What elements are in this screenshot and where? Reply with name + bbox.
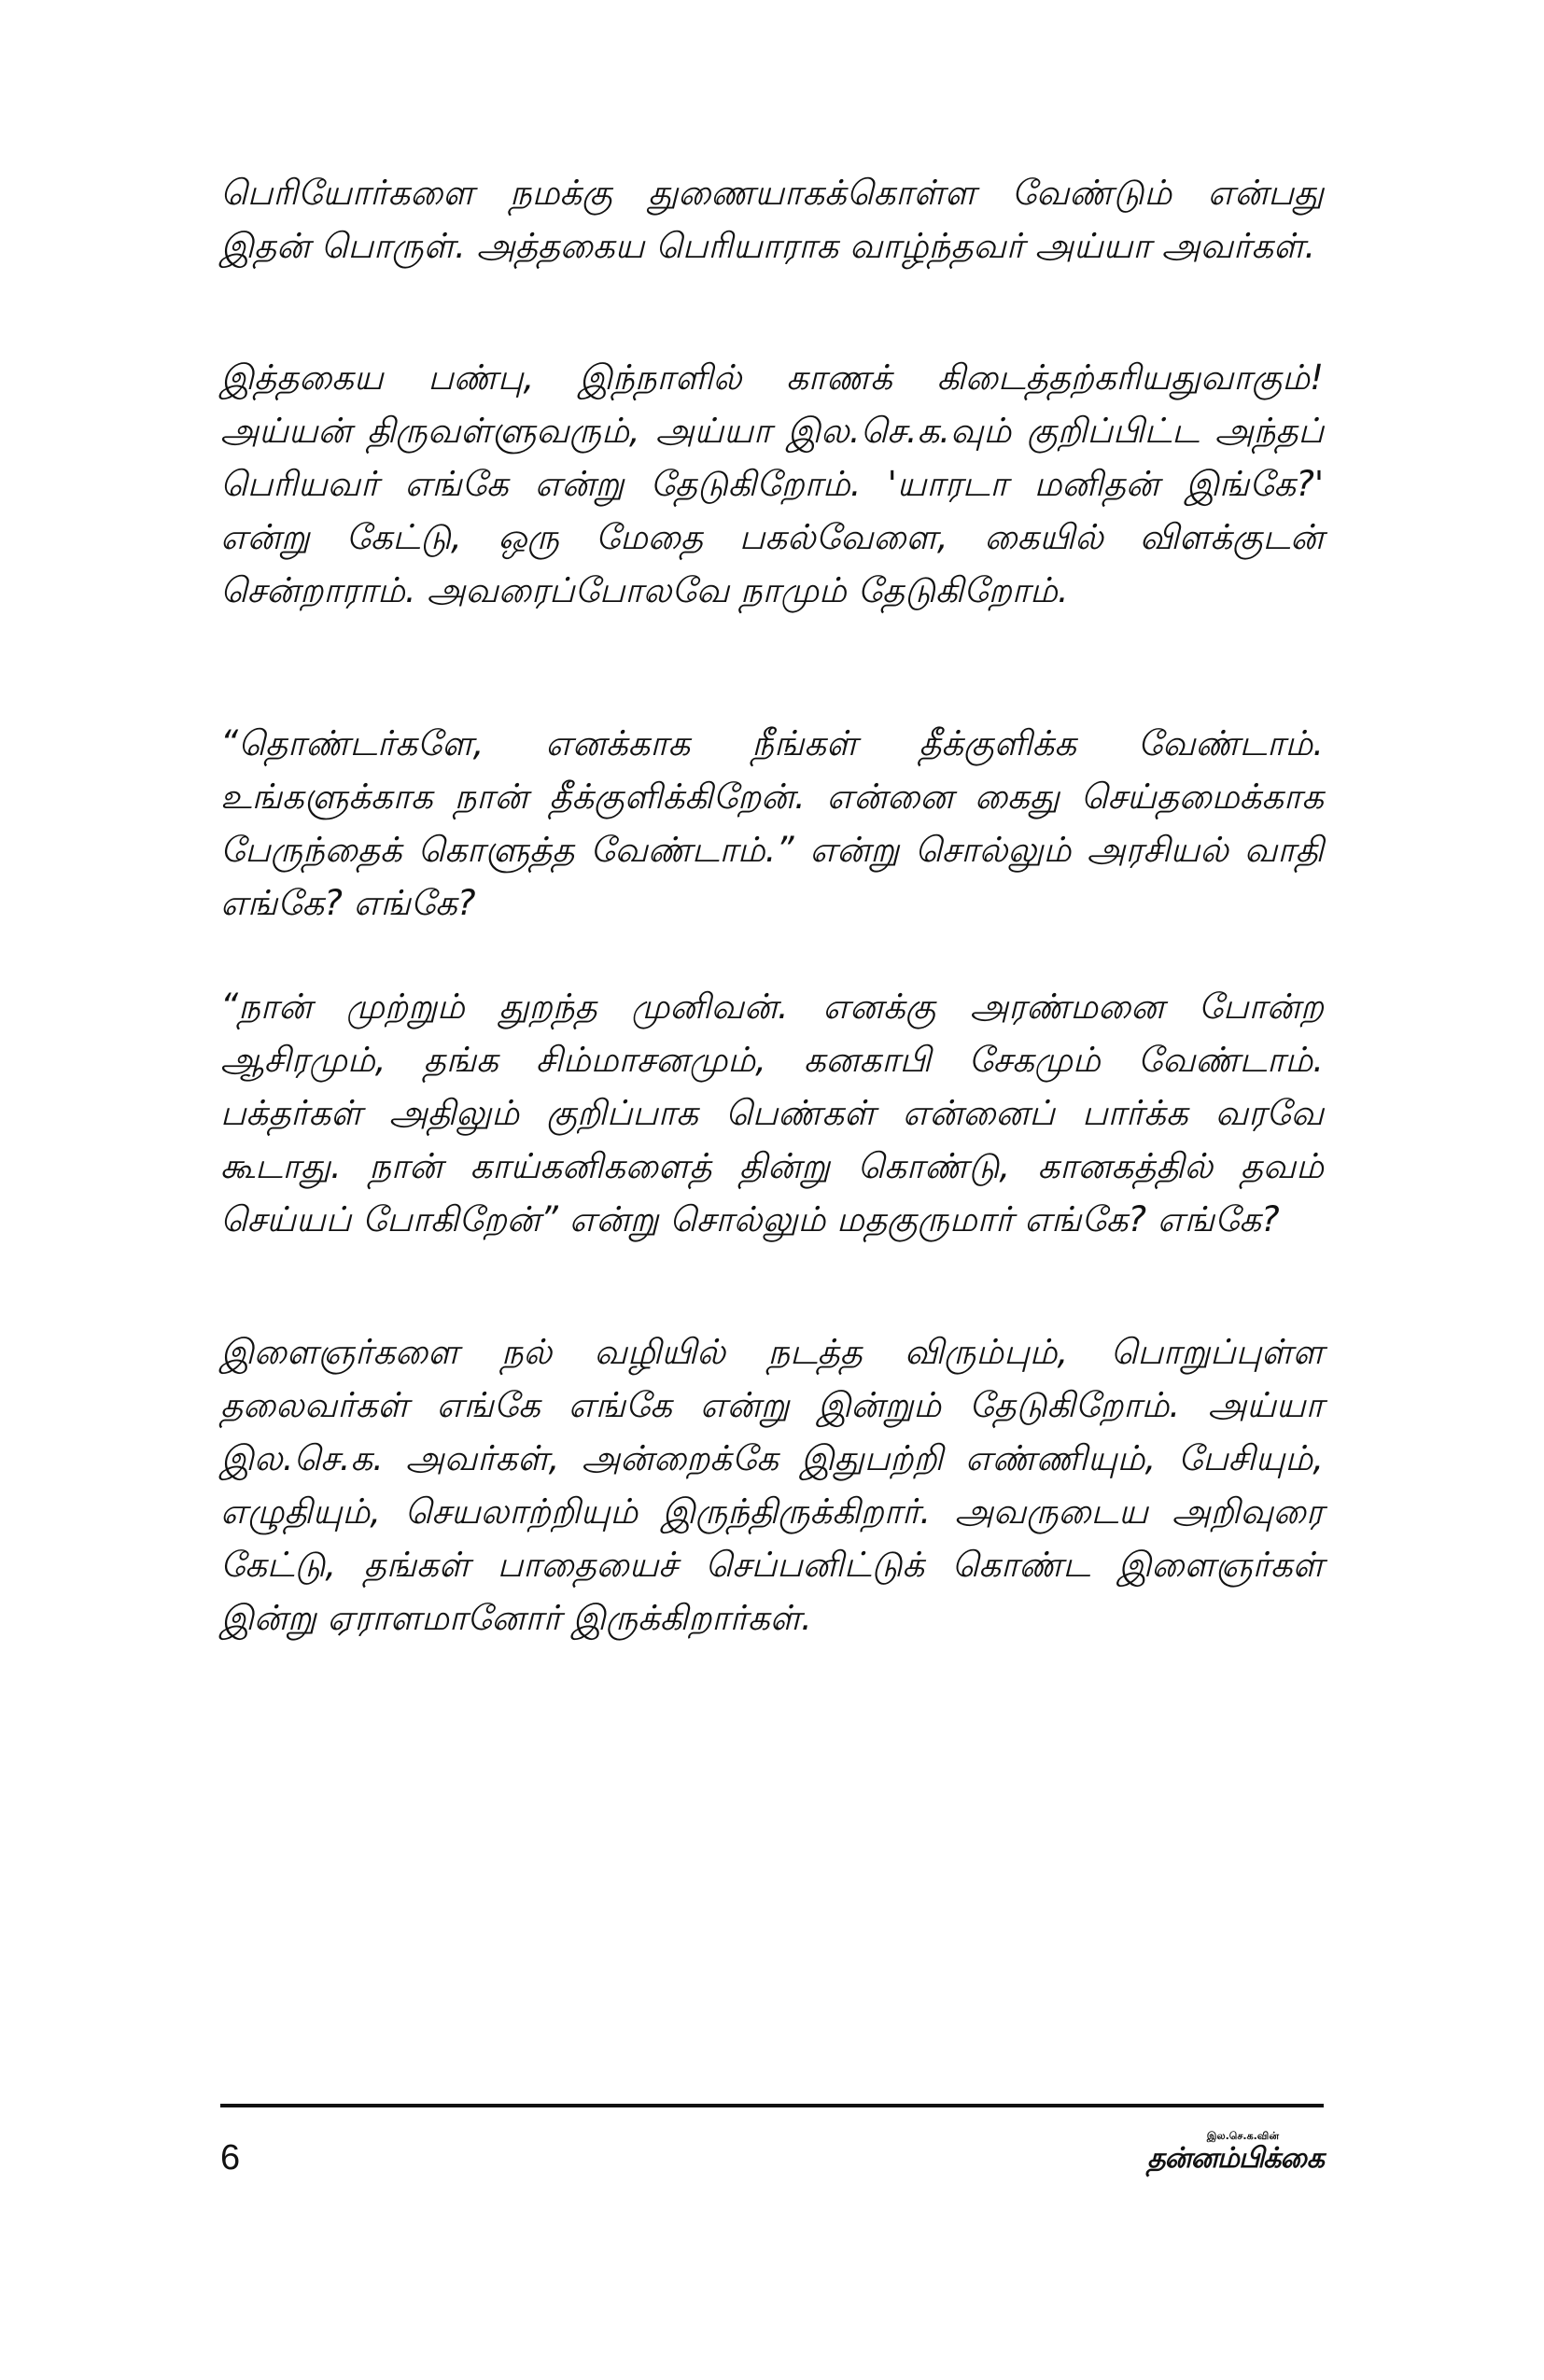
footer-divider (220, 2104, 1324, 2107)
brand-title: தன்னம்பிக்கை (1147, 2142, 1324, 2175)
brand-small-text: இல.செ.க.வின் (1206, 2130, 1279, 2142)
paragraph-2: இத்தகைய பண்பு, இந்நாளில் காணக் கிடைத்தற்கரியதுவாகும்! அய்யன் திருவள்ளுவரும், அய்யா இல.செ.க.வும் குறிப்பிட்ட அந்தப் பெரியவர் எங்கே என்று தேடுகிறோம். 'யாரடா மனிதன் இங்கே?' என்று கேட்டு, ஒரு மேதை பகல்வேளை, கையில் விளக்குடன் சென்றாராம். அவரைப்போலவே நாமும் தேடுகிறோம். (220, 357, 1324, 610)
paragraph-5: இளைஞர்களை நல் வழியில் நடத்த விரும்பும், பொறுப்புள்ள தலைவர்கள் எங்கே எங்கே என்று இன்றும் தேடுகிறோம். அய்யா இல.செ.க. அவர்கள், அன்றைக்கே இதுபற்றி எண்ணியும், பேசியும், எழுதியும், செயலாற்றியும் இருந்திருக்கிறார். அவருடைய அறிவுரை கேட்டு, தங்கள் பாதையைச் செப்பனிட்டுக் கொண்ட இளைஞர்கள் இன்று ஏராளமானோர் இருக்கிறார்கள். (220, 1332, 1324, 1638)
page-number: 6 (220, 2138, 241, 2177)
paragraph-1: பெரியோர்களை நமக்கு துணையாகக்கொள்ள வேண்டும் என்பது இதன் பொருள். அத்தகைய பெரியாராக வாழ்ந்தவர் அய்யா அவர்கள். (220, 173, 1324, 266)
footer-brand-logo (1147, 2130, 1324, 2176)
paragraph-3: “தொண்டர்களே, எனக்காக நீங்கள் தீக்குளிக்க வேண்டாம். உங்களுக்காக நான் தீக்குளிக்கிறேன். என்னை கைது செய்தமைக்காக பேருந்தைக் கொளுத்த வேண்டாம்.” என்று சொல்லும் அரசியல் வாதி எங்கே? எங்கே? (220, 723, 1324, 923)
paragraph-4: “நான் முற்றும் துறந்த முனிவன். எனக்கு அரண்மனை போன்ற ஆசிரமும், தங்க சிம்மாசனமும், கனகாபி சேகமும் வேண்டாம். பக்தர்கள் அதிலும் குறிப்பாக பெண்கள் என்னைப் பார்க்க வரவே கூடாது. நான் காய்கனிகளைத் தின்று கொண்டு, கானகத்தில் தவம் செய்யப் போகிறேன்” என்று சொல்லும் மதகுருமார் எங்கே? எங்கே? (220, 987, 1324, 1239)
